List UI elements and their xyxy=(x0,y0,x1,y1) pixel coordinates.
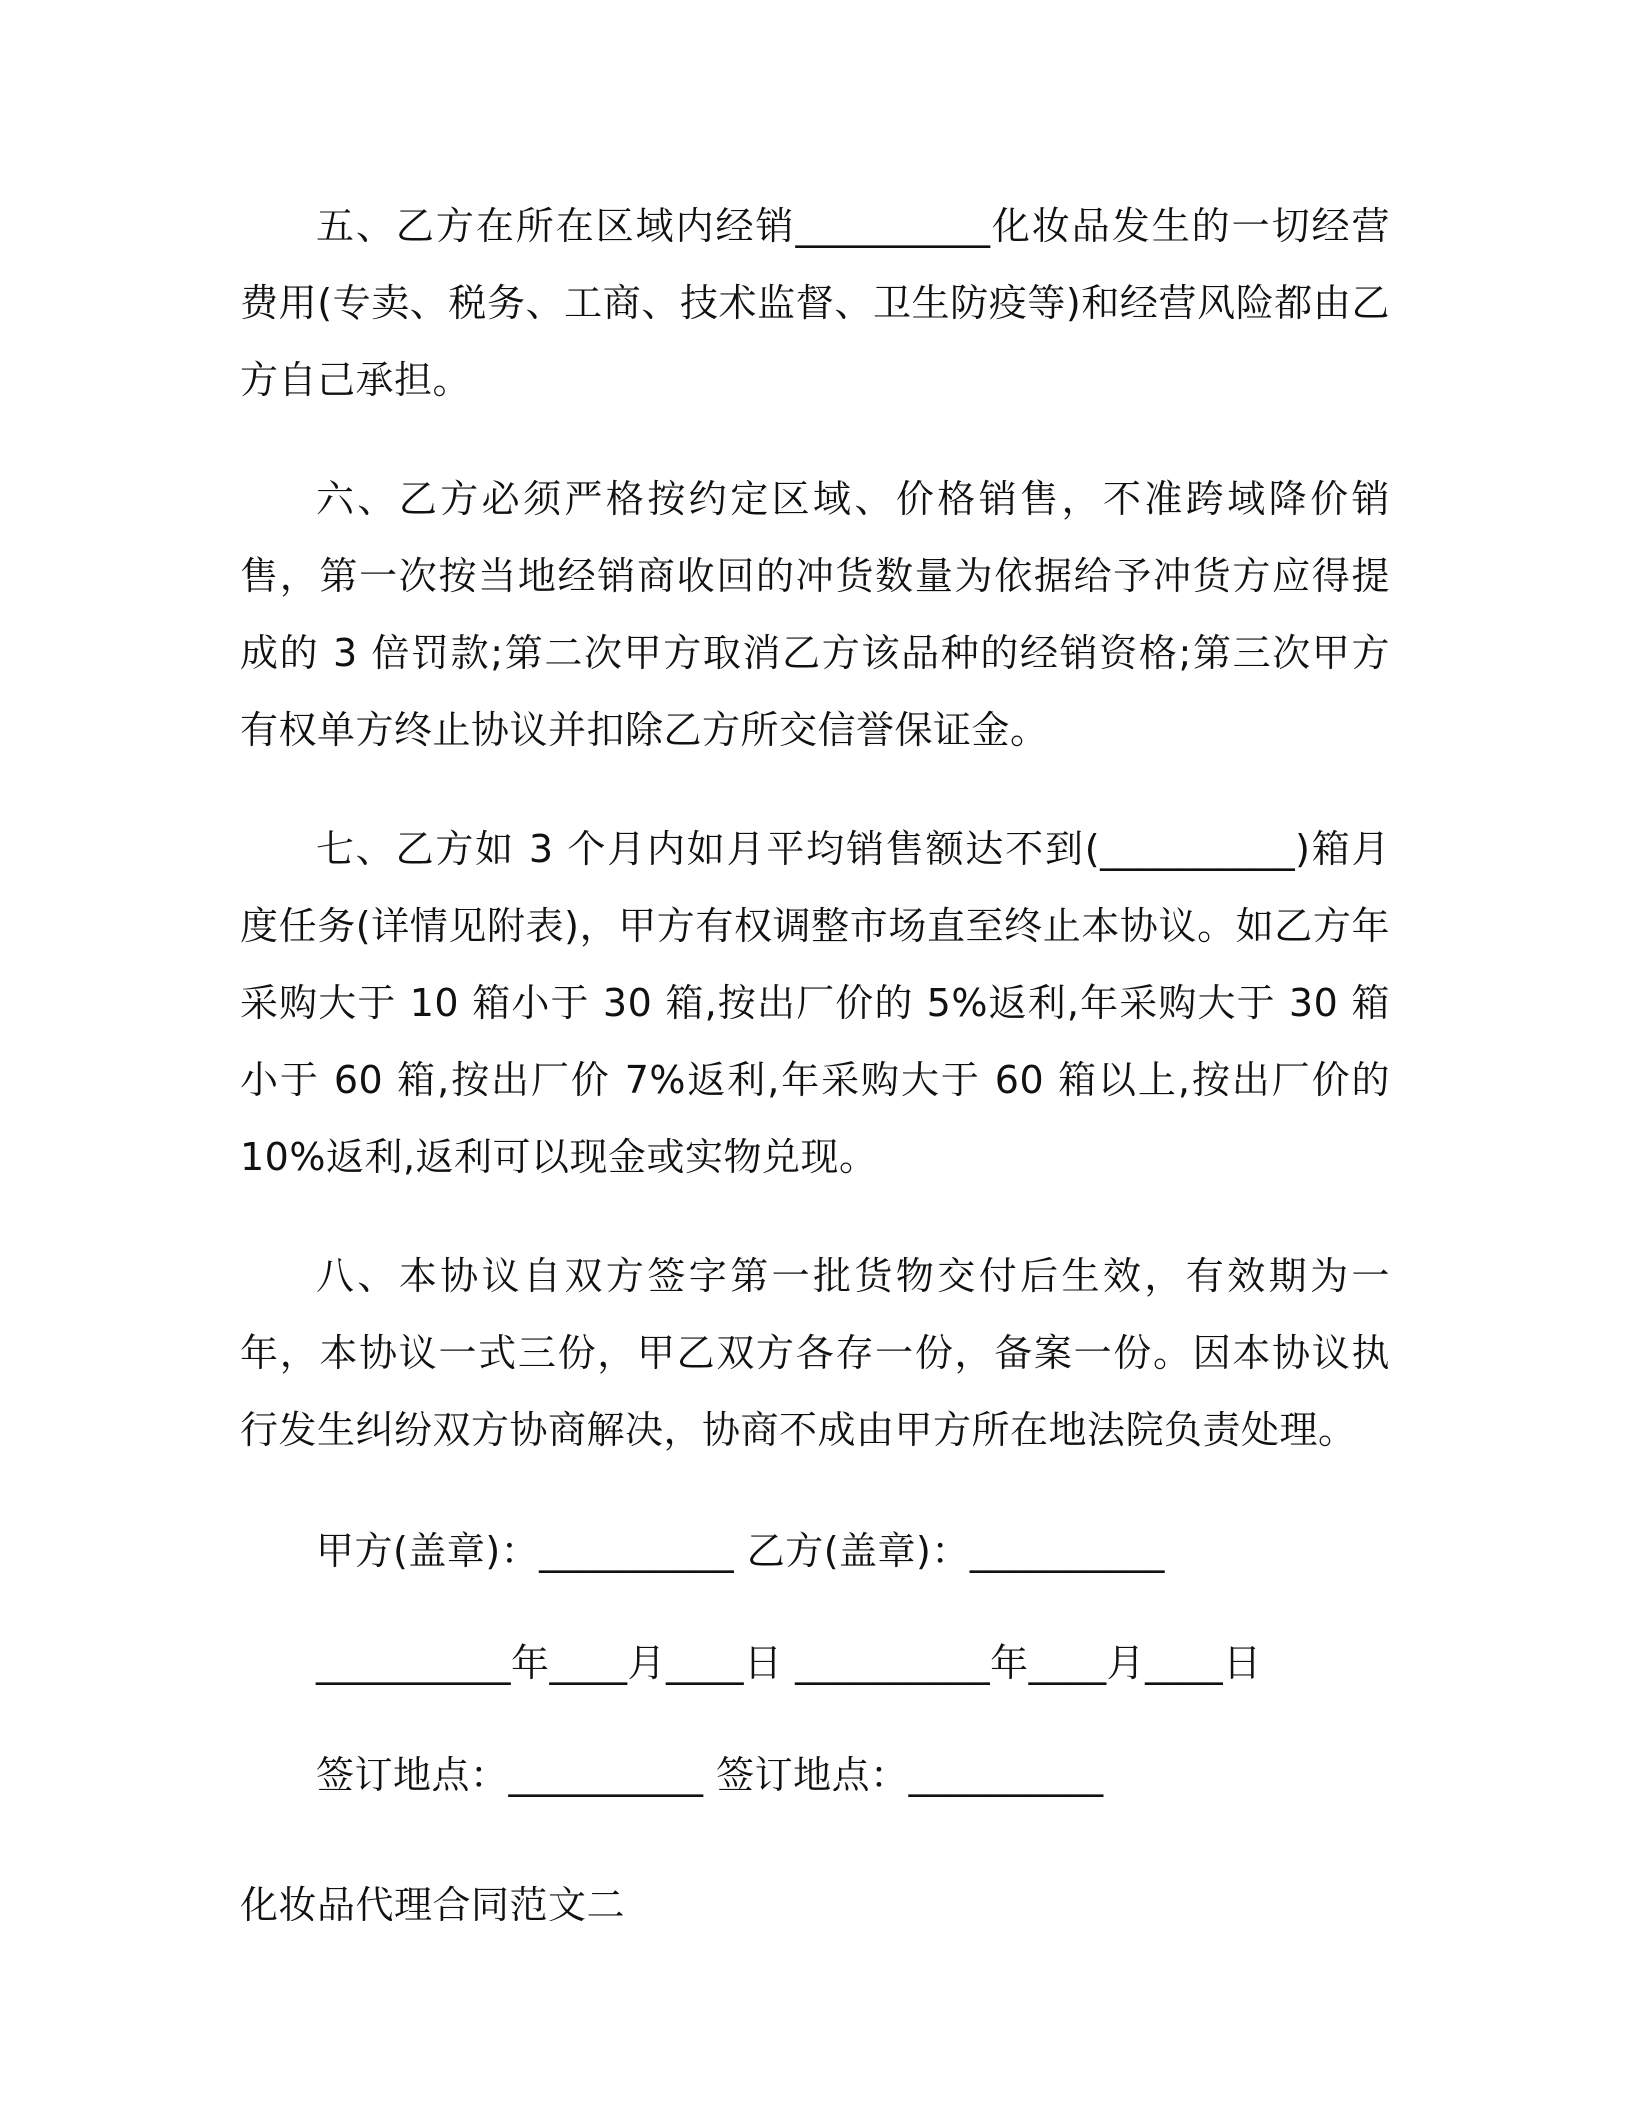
signing-date-line: __________年____月____日 __________年____月____日 xyxy=(316,1641,1262,1685)
clause-8-paragraph: 八、本协议自双方签字第一批货物交付后生效，有效期为一年，本协议一式三份，甲乙双方各存一份，备案一份。因本协议执行发生纠纷双方协商解决，协商不成由甲方所在地法院负责处理。 xyxy=(240,1254,1390,1452)
seal-signature-line: 甲方(盖章)：__________ 乙方(盖章)：__________ xyxy=(316,1529,1165,1573)
document-body xyxy=(240,188,1390,1945)
next-section-title: 化妆品代理合同范文二 xyxy=(240,1883,626,1927)
signing-place-line: 签订地点：__________ 签订地点：__________ xyxy=(316,1753,1104,1797)
clause-7-paragraph: 七、乙方如 3 个月内如月平均销售额达不到(__________)箱月度任务(详情见附表)，甲方有权调整市场直至终止本协议。如乙方年采购大于 10 箱小于 30 箱,按出厂价的 5%返利,年采购大于 30 箱小于 60 箱,按出厂价 7%返利,年采购大于 60 箱以上,按出厂价的 10%返利,返利可以现金或实物兑现。 xyxy=(240,827,1390,1179)
clause-6-paragraph: 六、乙方必须严格按约定区域、价格销售，不准跨域降价销售，第一次按当地经销商收回的冲货数量为依据给予冲货方应得提成的 3 倍罚款;第二次甲方取消乙方该品种的经销资格;第三次甲方有权单方终止协议并扣除乙方所交信誉保证金。 xyxy=(240,477,1390,752)
clause-5-paragraph: 五、乙方在所在区域内经销__________化妆品发生的一切经营费用(专卖、税务、工商、技术监督、卫生防疫等)和经营风险都由乙方自己承担。 xyxy=(240,204,1390,402)
